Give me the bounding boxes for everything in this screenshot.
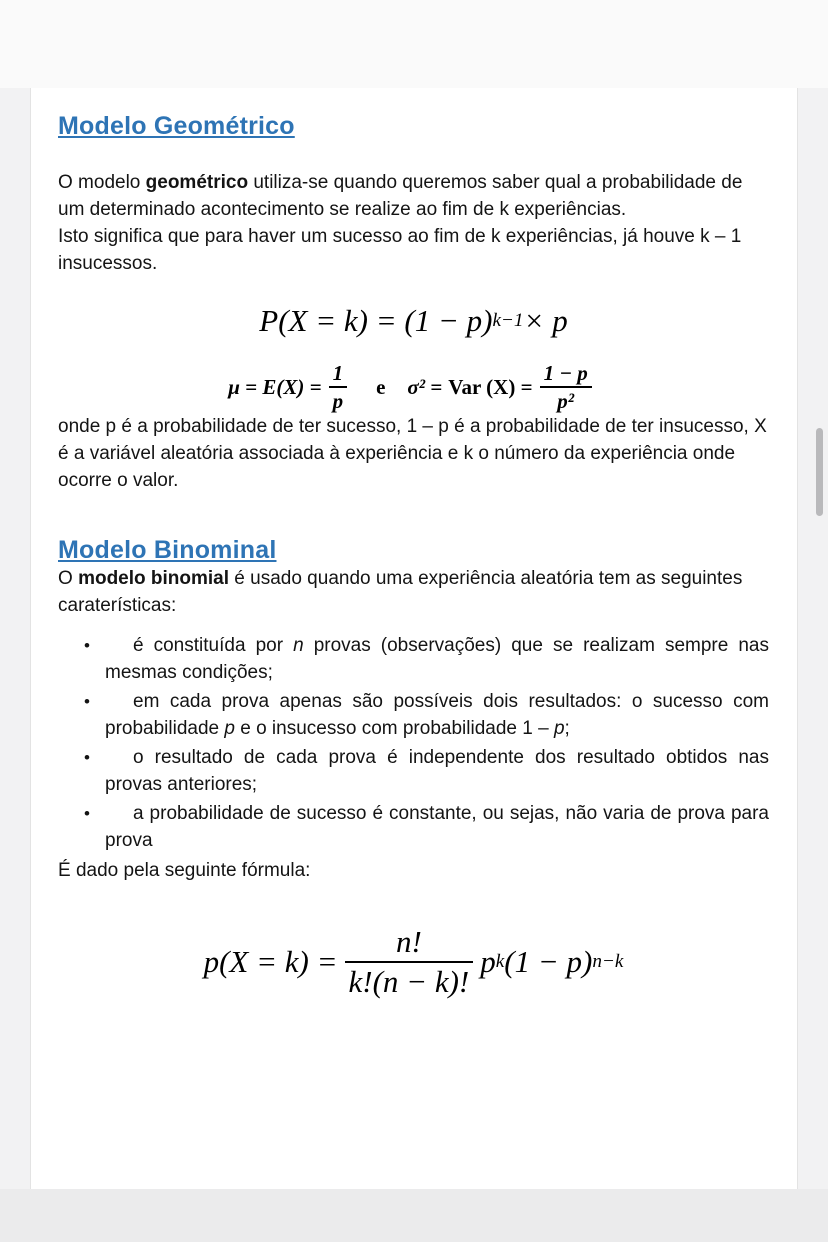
document-page: [30, 88, 798, 1189]
list-item-text: é constituída por: [133, 635, 294, 657]
binomial-intro-paragraph: [58, 565, 769, 619]
bottom-margin-strip: [0, 1189, 828, 1242]
list-item-text: ;: [564, 717, 570, 739]
list-item-text: o resultado de cada prova é independente dos resultado obtidos nas provas anteriores;: [105, 747, 769, 795]
list-item-text: em cada prova apenas são possíveis dois resultados: o sucesso com probabilidade: [105, 691, 769, 739]
formula-exponent: k: [495, 950, 505, 972]
binomial-formula-lead-in: [58, 857, 769, 884]
list-item-text: provas (observações) que se realizam sempre nas mesmas condições;: [105, 635, 769, 683]
geometric-explanation-paragraph: [58, 413, 769, 494]
paragraph-text: O modelo: [58, 172, 146, 193]
list-item: [58, 745, 769, 798]
variance-operator: Var (X) =: [448, 374, 533, 399]
bullet-icon: •: [84, 636, 90, 656]
heading-text: Modelo Geométrico: [58, 112, 295, 140]
list-item-text: a probabilidade de sucesso é constante, ou sejas, não varia de prova para prova: [105, 803, 769, 851]
fraction-numerator: n!: [395, 924, 422, 960]
geometric-distribution-formula: [58, 303, 769, 339]
heading-text: Modelo Binominal: [58, 536, 277, 565]
formula-lhs: p(X = k) =: [203, 943, 338, 979]
geometric-paragraph-1: [58, 169, 769, 223]
bullet-icon: •: [84, 748, 90, 768]
list-item: [58, 633, 769, 686]
fraction-numerator: 1 − p: [543, 361, 588, 385]
heading-modelo-binominal: [58, 536, 769, 565]
list-item: [58, 801, 769, 854]
bullet-icon: •: [84, 804, 90, 824]
formula-rhs: × p: [523, 303, 568, 338]
paragraph-text: é usado quando uma experiência aleatória tem as seguintes caraterísticas:: [58, 568, 743, 617]
binomial-distribution-formula: [58, 924, 769, 999]
fraction-numerator: 1: [332, 361, 344, 385]
paragraph-text: utiliza-se quando queremos saber qual a probabilidade de um determinado acontecimento se realize ao fim de k experiências.: [58, 172, 743, 220]
bullet-icon: •: [84, 692, 90, 712]
heading-modelo-geometrico: [58, 112, 769, 141]
formula-exponent: n−k: [592, 950, 624, 972]
top-margin-strip: [0, 0, 828, 88]
fraction-denominator: k!(n − k)!: [345, 961, 474, 1000]
mean-variance-formula: [58, 361, 769, 413]
binomial-characteristics-list: [58, 633, 769, 854]
list-item-text: e o insucesso com probabilidade 1 –: [234, 717, 554, 739]
fraction-one-over-p: [329, 361, 348, 413]
paragraph-bold-text: geométrico: [145, 172, 249, 193]
geometric-paragraph-2: [58, 223, 769, 277]
paragraph-text: É dado pela seguinte fórmula:: [58, 860, 311, 882]
variance-symbol: σ² =: [407, 374, 443, 399]
fraction-binomial-coefficient: [345, 924, 474, 999]
formula-exponent: k−1: [492, 310, 524, 331]
paragraph-text: Isto significa que para haver um sucesso ao fim de k experiências, já houve k – 1 insucessos.: [58, 226, 742, 274]
list-item-italic: p: [224, 717, 235, 739]
fraction-variance: [540, 361, 592, 413]
conjunction-e: e: [376, 374, 386, 399]
formula-lhs: P(X = k) = (1 − p): [259, 303, 493, 338]
list-item: [58, 689, 769, 742]
formula-base: p: [480, 943, 496, 979]
paragraph-text: onde p é a probabilidade de ter sucesso, 1 – p é a probabilidade de ter insucesso, X é a variável aleatória associada à experiência e k o número da experiência onde ocorre o valor.: [58, 416, 767, 492]
formula-base: (1 − p): [504, 943, 593, 979]
paragraph-text: O: [58, 568, 79, 590]
fraction-denominator: p²: [540, 386, 592, 413]
paragraph-bold-text: modelo binomial: [78, 568, 230, 590]
scrollbar-thumb[interactable]: [816, 428, 823, 516]
list-item-italic: p: [553, 717, 565, 739]
list-item-italic: n: [293, 635, 304, 657]
fraction-denominator: p: [329, 386, 348, 413]
mean-expression: μ = E(X) =: [228, 374, 322, 399]
